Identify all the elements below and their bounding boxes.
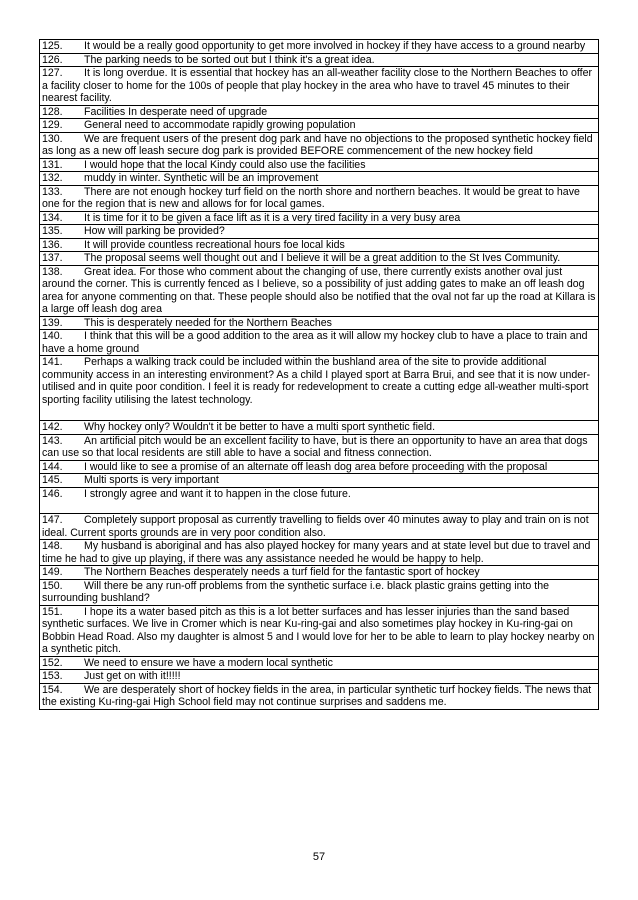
- comment-text: Facilities In desperate need of upgrade: [84, 105, 268, 118]
- comment-cell: [40, 656, 599, 670]
- comment-text: An artificial pitch would be an excellent facility to have, but is there an opportunity to have an area that dogs can use so that local residents are still able to have a social and fitness connection.: [42, 434, 588, 459]
- comment-number: 135.: [42, 225, 63, 237]
- comment-text: It is long overdue. It is essential that hockey has an all-weather facility close to the Northern Beaches to offer a facility closer to home for the 100s of people that play hockey in the area who have to travel 45 minutes to their nearest facility.: [42, 67, 592, 104]
- comment-cell: [40, 434, 599, 460]
- comment-text: It is time for it to be given a face lift as it is a very tired facility in a very busy area: [84, 211, 461, 224]
- comment-cell: [40, 158, 599, 172]
- table-row: [40, 670, 599, 684]
- comment-number: 139.: [42, 316, 63, 329]
- comment-cell: [40, 540, 599, 566]
- table-row: [40, 119, 599, 133]
- comment-number: 134.: [42, 211, 63, 224]
- comment-number: 142.: [42, 421, 63, 433]
- comment-cell: [40, 460, 599, 474]
- comment-cell: [40, 67, 599, 106]
- comment-text: The proposal seems well thought out and I believe it will be a great addition to the St Ives Community.: [84, 252, 561, 264]
- table-row: [40, 434, 599, 460]
- comment-text: Great idea. For those who comment about the changing of use, there currently exists another oval just around the corner. This is currently fenced as I believe, so a possibility of just adding gates to make an off leash dog area for anyone commenting on that. These people should also be notified that the oval not far up the road at Killara is a large off leash dog area: [42, 265, 596, 315]
- comment-cell: [40, 605, 599, 656]
- comment-cell: [40, 238, 599, 252]
- table-row: [40, 316, 599, 330]
- comment-text: It will provide countless recreational hours foe local kids: [84, 238, 345, 251]
- table-row: [40, 356, 599, 421]
- comment-text: It would be a really good opportunity to get more involved in hockey if they have access to a ground nearby: [84, 40, 586, 52]
- comment-cell: [40, 316, 599, 330]
- comment-number: 146.: [42, 487, 63, 500]
- comment-text: How will parking be provided?: [84, 225, 225, 237]
- comment-cell: [40, 265, 599, 316]
- comment-text: I strongly agree and want it to happen in the close future.: [84, 487, 351, 500]
- comment-number: 133.: [42, 185, 63, 198]
- comment-number: 138.: [42, 265, 63, 278]
- comment-number: 137.: [42, 252, 63, 264]
- table-row: [40, 225, 599, 239]
- comment-number: 144.: [42, 460, 63, 473]
- comment-number: 150.: [42, 579, 63, 592]
- comment-number: 147.: [42, 514, 63, 526]
- comment-text: I think that this will be a good addition to the area as it will allow my hockey club to have a place to train and have a home ground: [42, 330, 588, 355]
- comment-number: 148.: [42, 540, 63, 552]
- table-row: [40, 474, 599, 488]
- comment-number: 126.: [42, 53, 63, 66]
- comments-page: [39, 39, 599, 710]
- comment-number: 127.: [42, 67, 63, 79]
- comment-text: This is desperately needed for the Northern Beaches: [84, 316, 332, 329]
- table-row: [40, 105, 599, 119]
- comment-cell: [40, 330, 599, 356]
- comments-table-body: [40, 40, 599, 710]
- comment-number: 128.: [42, 105, 63, 118]
- comment-text: muddy in winter. Synthetic will be an improvement: [84, 172, 319, 184]
- table-row: [40, 656, 599, 670]
- table-row: [40, 540, 599, 566]
- comment-text: We are desperately short of hockey fields in the area, in particular synthetic turf hockey fields. The news that the existing Ku-ring-gai High School field may not continue surprises and saddens me.: [42, 683, 592, 708]
- table-row: [40, 421, 599, 435]
- comment-number: 154.: [42, 683, 63, 696]
- comment-text: I hope its a water based pitch as this is a lot better surfaces and has lesser injuries than the sand based synthetic surfaces. We live in Cromer which is near Ku-ring-gai and also sometimes play hockey in Ku-ring-gai on Bobbin Head Road. Also my daughter is almost 5 and I would love for her to be able to learn to play hockey nearby on a synthetic pitch.: [42, 605, 595, 655]
- comment-cell: [40, 566, 599, 580]
- table-row: [40, 265, 599, 316]
- comment-number: 140.: [42, 330, 63, 342]
- comment-text: Why hockey only? Wouldn't it be better to have a multi sport synthetic field.: [84, 421, 436, 433]
- comment-number: 145.: [42, 474, 63, 486]
- table-row: [40, 605, 599, 656]
- comment-cell: [40, 225, 599, 239]
- comment-cell: [40, 53, 599, 67]
- comment-text: The Northern Beaches desperately needs a turf field for the fantastic sport of hockey: [84, 566, 480, 578]
- comment-text: Will there be any run-off problems from the synthetic surface i.e. black plastic grains getting into the surrounding bushland?: [42, 579, 549, 604]
- comment-number: 153.: [42, 670, 63, 682]
- comment-cell: [40, 421, 599, 435]
- comment-text: Just get on with it!!!!!: [84, 670, 181, 682]
- comment-text: Multi sports is very important: [84, 474, 219, 486]
- comment-text: General need to accommodate rapidly growing population: [84, 119, 356, 131]
- comment-cell: [40, 252, 599, 266]
- table-row: [40, 40, 599, 54]
- comment-text: I would hope that the local Kindy could also use the facilities: [84, 158, 366, 171]
- comment-cell: [40, 211, 599, 225]
- comment-cell: [40, 40, 599, 54]
- comment-cell: [40, 670, 599, 684]
- comment-text: There are not enough hockey turf field on the north shore and northern beaches. It would be great to have one for the region that is new and allows for for local games.: [42, 185, 580, 210]
- comment-number: 130.: [42, 132, 63, 145]
- comment-number: 132.: [42, 172, 63, 184]
- comment-number: 152.: [42, 656, 63, 669]
- comment-text: We need to ensure we have a modern local synthetic: [84, 656, 333, 669]
- comment-text: The parking needs to be sorted out but I think it's a great idea.: [84, 53, 375, 66]
- comment-text: We are frequent users of the present dog park and have no objections to the proposed synthetic hockey field as long as a new off leash secure dog park is provided BEFORE commencement of the new hockey field: [42, 132, 593, 157]
- comment-number: 141.: [42, 356, 63, 368]
- table-row: [40, 172, 599, 186]
- table-row: [40, 158, 599, 172]
- comment-text: I would like to see a promise of an alternate off leash dog area before proceeding with the proposal: [84, 460, 548, 473]
- table-row: [40, 252, 599, 266]
- comment-number: 125.: [42, 40, 63, 52]
- comment-number: 151.: [42, 605, 63, 618]
- table-row: [40, 487, 599, 514]
- comment-text: Completely support proposal as currently travelling to fields over 40 minutes away to play and train on is not ideal. Current sports grounds are in very poor condition also.: [42, 514, 589, 539]
- table-row: [40, 132, 599, 158]
- comment-cell: [40, 356, 599, 421]
- comment-cell: [40, 172, 599, 186]
- comment-number: 136.: [42, 238, 63, 251]
- comment-text: Perhaps a walking track could be included within the bushland area of the site to provide additional community access in an interesting environment? As a child I played sport at Barra Brui, and see that it is now under-utilised and in quite poor condition. I feel it is ready for redevelopment to create a cutting edge all-weather multi-sport sporting facility utilising the latest technology.: [42, 356, 591, 406]
- comment-number: 131.: [42, 158, 63, 171]
- comment-number: 143.: [42, 434, 63, 447]
- table-row: [40, 67, 599, 106]
- page-number: 57: [312, 851, 326, 863]
- comment-cell: [40, 105, 599, 119]
- table-row: [40, 185, 599, 211]
- comment-number: 149.: [42, 566, 63, 578]
- comment-cell: [40, 683, 599, 709]
- comments-table: [39, 39, 599, 710]
- comment-cell: [40, 487, 599, 514]
- table-row: [40, 330, 599, 356]
- comment-cell: [40, 579, 599, 605]
- comment-text: My husband is aboriginal and has also played hockey for many years and at state level but due to travel and time he had to give up playing, if there was any assistance needed he would be happy to help.: [42, 540, 591, 565]
- table-row: [40, 683, 599, 709]
- table-row: [40, 514, 599, 540]
- comment-cell: [40, 514, 599, 540]
- table-row: [40, 566, 599, 580]
- comment-cell: [40, 119, 599, 133]
- table-row: [40, 460, 599, 474]
- table-row: [40, 579, 599, 605]
- table-row: [40, 53, 599, 67]
- table-row: [40, 238, 599, 252]
- comment-cell: [40, 474, 599, 488]
- table-row: [40, 211, 599, 225]
- comment-cell: [40, 185, 599, 211]
- comment-cell: [40, 132, 599, 158]
- comment-number: 129.: [42, 119, 63, 131]
